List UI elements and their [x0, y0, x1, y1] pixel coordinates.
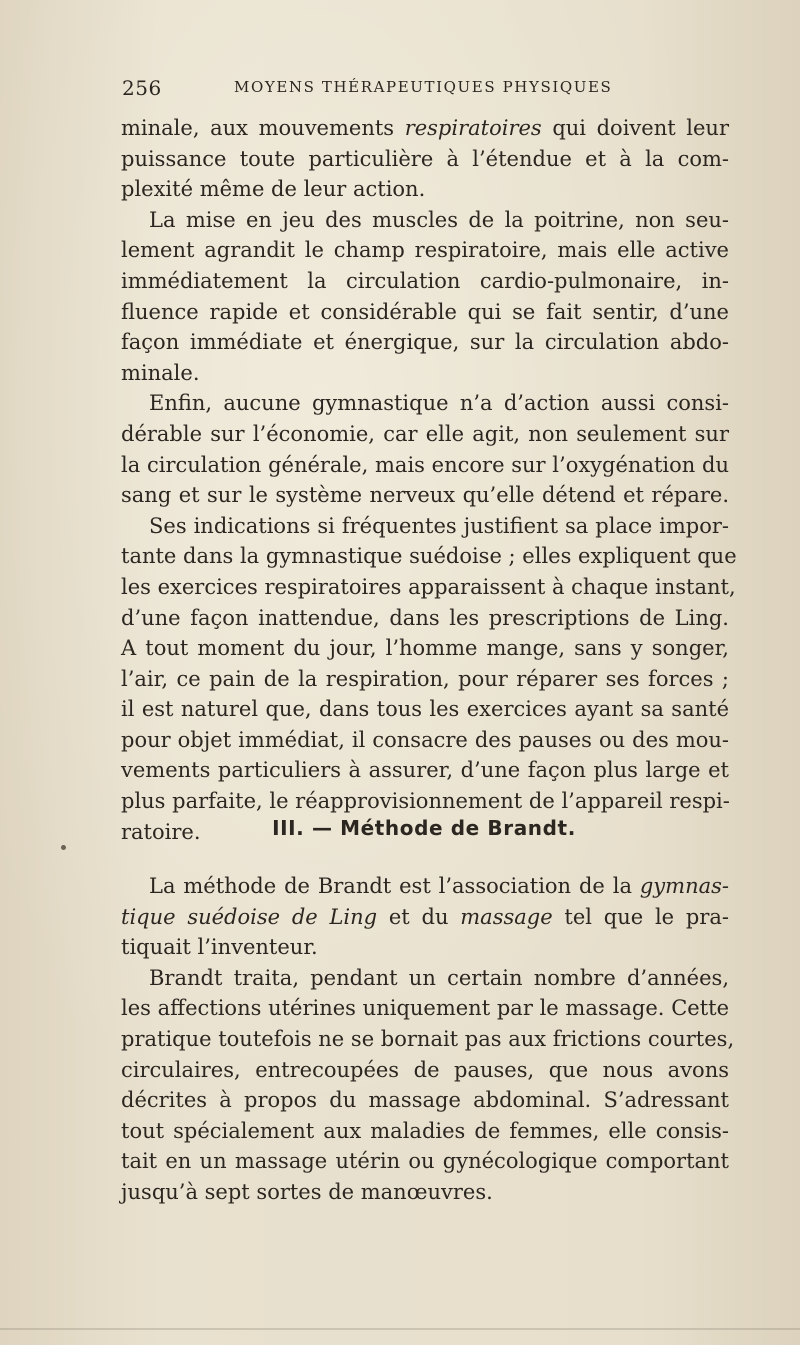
text-line: façon immédiate et énergique, sur la circulation abdo- [121, 330, 729, 355]
text-line: l’air, ce pain de la respiration, pour réparer ses forces ; [121, 666, 729, 691]
text-line: tait en un massage utérin ou gynécologique comportant [121, 1149, 729, 1174]
text-line: les affections utérines uniquement par le massage. Cette [121, 996, 729, 1021]
page-number: 256 [122, 76, 162, 100]
running-title: MOYENS THÉRAPEUTIQUES PHYSIQUES [234, 78, 613, 96]
text-line: tout spécialement aux maladies de femmes, elle consis- [121, 1118, 729, 1143]
text-line: tante dans la gymnastique suédoise ; elles expliquent que [121, 544, 737, 569]
text-line: lement agrandit le champ respiratoire, mais elle active [121, 238, 729, 263]
text-line: La méthode de Brandt est l’association de la gymnas- [149, 874, 729, 898]
body-text-lower [121, 871, 735, 1208]
text-line: la circulation générale, mais encore sur l’oxygénation du [121, 452, 729, 477]
text-line: jusqu’à sept sortes de manœuvres. [121, 1179, 493, 1204]
text-line: tique suédoise de Ling et du massage tel que le pra- [121, 904, 729, 929]
text-line: circulaires, entrecoupées de pauses, que nous avons [121, 1057, 729, 1082]
text-line: Brandt traita, pendant un certain nombre d’années, [149, 965, 729, 990]
text-line: Enfin, aucune gymnastique n’a d’action aussi consi- [149, 391, 729, 416]
text-line: sang et sur le système nerveux qu’elle détend et répare. [121, 483, 729, 508]
text-line: pour objet immédiat, il consacre des pauses ou des mou- [121, 727, 729, 752]
text-line: Ses indications si fréquentes justifient sa place impor- [149, 513, 729, 538]
text-line: les exercices respiratoires apparaissent à chaque instant, [121, 574, 736, 599]
text-line: ratoire. [121, 819, 201, 844]
text-line: A tout moment du jour, l’homme mange, sans y songer, [121, 636, 729, 661]
text-line: minale. [121, 360, 200, 385]
ink-speck [61, 845, 66, 850]
text-line: vements particuliers à assurer, d’une façon plus large et [121, 758, 729, 783]
text-line: immédiatement la circulation cardio-pulmonaire, in- [121, 268, 729, 293]
body-text-upper [121, 113, 737, 847]
page-bottom-edge [0, 1328, 800, 1330]
text-line: minale, aux mouvements respiratoires qui doivent leur [121, 116, 729, 140]
section-heading: III. — Méthode de Brandt. [272, 816, 576, 840]
text-line: d’une façon inattendue, dans les prescriptions de Ling. [121, 605, 729, 630]
text-line: décrites à propos du massage abdominal. S’adressant [121, 1088, 729, 1113]
text-line: La mise en jeu des muscles de la poitrine, non seu- [149, 207, 729, 232]
text-line: plexité même de leur action. [121, 177, 426, 202]
text-line: fluence rapide et considérable qui se fait sentir, d’une [121, 299, 729, 324]
text-line: plus parfaite, le réapprovisionnement de l’appareil respi- [121, 789, 730, 814]
text-line: il est naturel que, dans tous les exercices ayant sa santé [121, 697, 729, 722]
page-header [122, 76, 727, 102]
text-line: pratique toutefois ne se bornait pas aux frictions courtes, [121, 1026, 735, 1051]
text-line: puissance toute particulière à l’étendue et à la com- [121, 146, 729, 171]
text-line: tiquait l’inventeur. [121, 935, 318, 960]
text-line: dérable sur l’économie, car elle agit, non seulement sur [121, 421, 729, 446]
